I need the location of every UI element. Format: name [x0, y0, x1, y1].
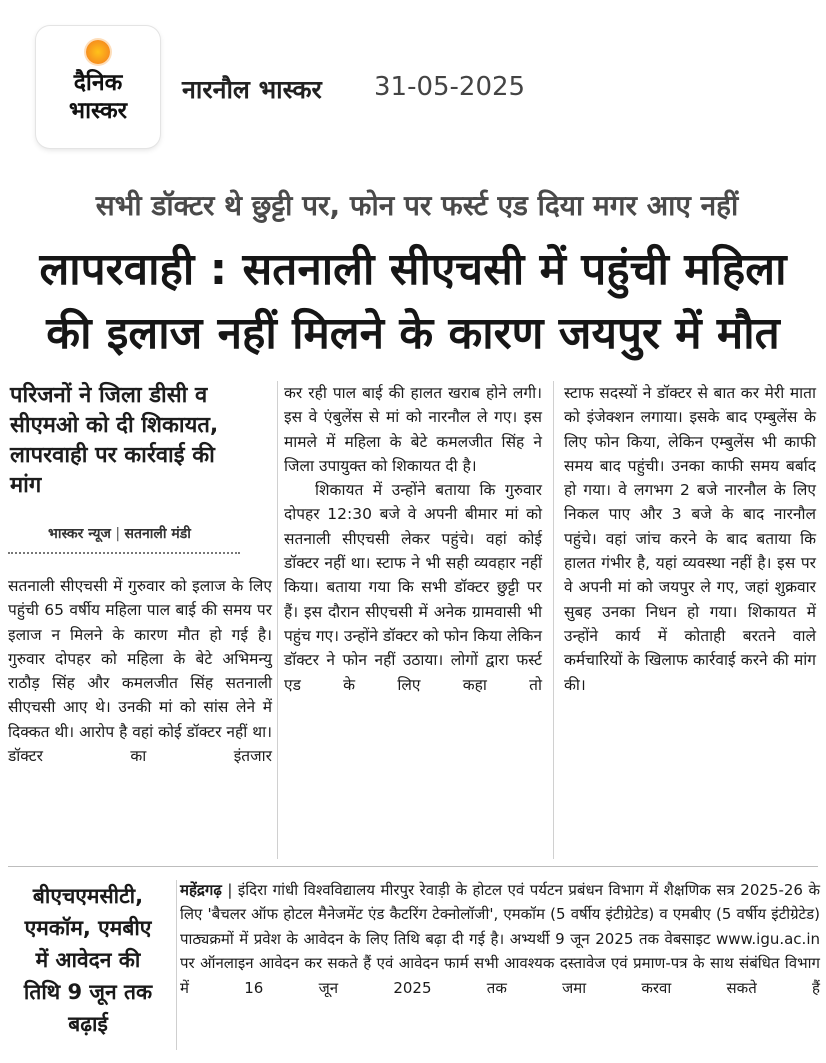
byline-place: सतनाली मंडी	[124, 526, 191, 542]
column-1-text: सतनाली सीएचसी में गुरुवार को इलाज के लिए पहुंची 65 वर्षीय महिला पाल बाई की समय पर इलाज न मिलने के कारण मौत हो गई है। गुरुवार दोपहर को महिला के बेटे अभिमन्यु राठौड़ सिंह और कमलजीत सिंह सतनाली सीएचसी आए थे। उनकी मां को सांस लेने में दिक्कत थी। आरोप है वहां कोई डॉक्टर नहीं था। डॉक्टर का इंतजार	[8, 577, 272, 766]
brief-headline-line: में आवेदन की	[35, 948, 141, 972]
brief-divider	[176, 880, 177, 1050]
article-kicker: सभी डॉक्टर थे छुट्टी पर, फोन पर फर्स्ट एड दिया मगर आए नहीं	[95, 189, 739, 222]
byline-divider	[8, 552, 240, 554]
column-2-paragraph-1: कर रही पाल बाई की हालत खराब होने लगी। इस वे एंबुलेंस से मां को नारनौल ले गए। इस मामले में महिला के बेटे कमलजीत सिंह ने जिला उपायुक्त को शिकायत दी है।	[284, 384, 542, 475]
brief-headline-line: बढ़ाई	[68, 1012, 108, 1036]
dainik-bhaskar-logo	[36, 26, 160, 148]
article-column-2	[284, 381, 542, 697]
publication-date: 31-05-2025	[374, 72, 526, 102]
column-divider	[277, 381, 278, 859]
section-divider	[8, 866, 818, 867]
brief-headline-line: एमकॉम, एमबीए	[24, 916, 152, 940]
headline-line-2: की इलाज नहीं मिलने के कारण जयपुर में मौत	[46, 308, 780, 359]
brief-body: महेंद्रगढ़ | इंदिरा गांधी विश्वविद्यालय मीरपुर रेवाड़ी के होटल एवं पर्यटन प्रबंधन विभाग में शैक्षणिक सत्र 2025-26 के लिए 'बैचलर ऑफ होटल मैनेजमेंट एंड कैटरिंग टेक्नोलॉजी', एमकॉम (5 वर्षीय इंटीग्रेटेड) व एमबीए (5 वर्षीय इंटीग्रेटेड) पाठ्यक्रमों में प्रवेश के आवेदन के लिए तिथि बढ़ा दी गई है। अभ्यर्थी 9 जून 2025 तक वेबसाइट www.igu.ac.in पर ऑनलाइन आवेदन कर सकते हैं एवं आवेदन फार्म सभी आवश्यक दस्तावेज एवं प्रमाण-पत्र के साथ संबंधित विभाग में 16 जून 2025 तक जमा करवा सकते हैं	[180, 881, 820, 997]
edition-name: नारनौल भास्कर	[182, 75, 322, 104]
brief-dateline: महेंद्रगढ़	[180, 881, 222, 899]
article-subheadline: परिजनों ने जिला डीसी व सीएमओ को दी शिकायत, लापरवाही पर कार्रवाई की मांग	[10, 383, 219, 498]
article-headline	[8, 238, 818, 366]
column-3-text: स्टाफ सदस्यों ने डॉक्टर से बात कर मेरी माता को इंजेक्शन लगाया। इसके बाद एम्बुलेंस के लिए फोन किया, लेकिन एम्बुलेंस भी काफी समय बाद पहुंची। उनका काफी समय बर्बाद हो गया। वे लगभग 2 बजे नारनौल के लिए निकल पाए और 3 बजे के बाद नारनौल पहुंचे। वहां जांच करने के बाद बताया कि हालत गंभीर है, यहां व्यवस्था नहीं है। इस पर वे अपनी मां को जयपुर ले गए, जहां शुक्रवार सुबह उनका निधन हो गया। शिकायत में उन्होंने कार्य में कोताही बरतने वाले कर्मचारियों के खिलाफ कार्रवाई करने की मांग की।	[564, 384, 816, 694]
byline-agency: भास्कर न्यूज	[48, 526, 111, 542]
brief-headline-line: बीएचएमसीटी,	[32, 884, 144, 908]
byline: भास्कर न्यूज | सतनाली मंडी	[48, 526, 191, 542]
headline-line-1: लापरवाही : सतनाली सीएचसी में पहुंची महिला	[39, 244, 787, 295]
logo-text-line2: भास्कर	[68, 98, 128, 124]
brief-headline-line: तिथि 9 जून तक	[23, 980, 153, 1004]
article-column-1	[8, 574, 272, 768]
article-column-3	[564, 381, 816, 697]
brief-headline	[4, 880, 172, 1040]
sun-icon	[86, 40, 110, 64]
logo-text-line1: दैनिक	[73, 70, 123, 96]
brief-text: इंदिरा गांधी विश्वविद्यालय मीरपुर रेवाड़ी के होटल एवं पर्यटन प्रबंधन विभाग में शैक्षणिक सत्र 2025-26 के लिए 'बैचलर ऑफ होटल मैनेजमेंट एंड कैटरिंग टेक्नोलॉजी', एमकॉम (5 वर्षीय इंटीग्रेटेड) व एमबीए (5 वर्षीय इंटीग्रेटेड) पाठ्यक्रमों में प्रवेश के आवेदन के लिए तिथि बढ़ा दी गई है। अभ्यर्थी 9 जून 2025 तक वेबसाइट www.igu.ac.in पर ऑनलाइन आवेदन कर सकते हैं एवं आवेदन फार्म सभी आवश्यक दस्तावेज एवं प्रमाण-पत्र के साथ संबंधित विभाग में 16 जून 2025 तक जमा करवा सकते हैं	[180, 881, 820, 997]
column-divider	[553, 381, 554, 859]
column-2-paragraph-2: शिकायत में उन्होंने बताया कि गुरुवार दोपहर 12:30 बजे वे अपनी बीमार मां को सतनाली सीएचसी लेकर पहुंचे। वहां कोई डॉक्टर नहीं था। स्टाफ ने भी सही व्यवहार नहीं किया। बताया गया कि सभी डॉक्टर छुट्टी पर हैं। इस दौरान सीएचसी में अनेक ग्रामवासी भी पहुंच गए। उन्होंने डॉक्टर को फोन किया लेकिन डॉक्टर ने फोन नहीं उठाया। लोगों द्वारा फर्स्ट एड के लिए कहा तो	[284, 481, 542, 694]
